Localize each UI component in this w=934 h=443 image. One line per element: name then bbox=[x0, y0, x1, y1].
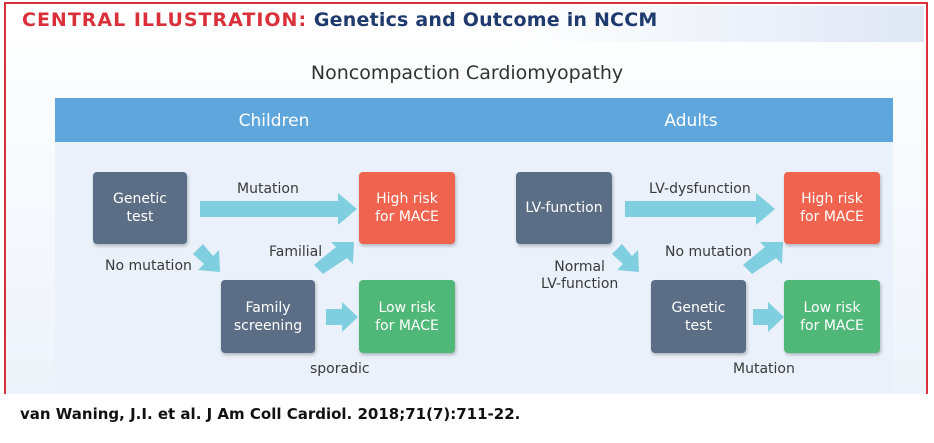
arrow-sporadic bbox=[326, 302, 358, 332]
node-low-risk-children-label: Low risk for MACE bbox=[375, 299, 439, 334]
label-no-mutation-adults: No mutation bbox=[665, 244, 752, 260]
arrow-no-mutation-children bbox=[193, 244, 220, 272]
label-lv-dysfunction: LV-dysfunction bbox=[649, 181, 751, 197]
node-high-risk-adults-label: High risk for MACE bbox=[800, 191, 864, 225]
node-high-risk-children bbox=[359, 172, 455, 244]
label-mutation-adults: Mutation bbox=[733, 361, 795, 377]
node-genetic-test-children-label: Genetic test bbox=[112, 191, 168, 225]
main-title: Noncompaction Cardiomyopathy bbox=[310, 62, 624, 84]
label-no-mutation-children: No mutation bbox=[105, 258, 192, 274]
label-normal-lv-function: Normal LV-function bbox=[541, 259, 619, 292]
header-text: Genetics and Outcome in NCCM bbox=[313, 9, 658, 31]
section-title-adults: Adults bbox=[664, 111, 718, 131]
label-familial: Familial bbox=[269, 244, 323, 260]
node-genetic-test-adults bbox=[651, 280, 746, 353]
label-mutation-children: Mutation bbox=[237, 181, 299, 197]
node-lv-function-label: LV-function bbox=[525, 200, 603, 216]
arrow-mutation-adults bbox=[753, 302, 784, 332]
node-family-screening bbox=[221, 280, 315, 353]
node-genetic-test-adults-label: Genetic test bbox=[671, 299, 726, 334]
node-low-risk-children bbox=[359, 280, 455, 353]
node-low-risk-adults-label: Low risk for MACE bbox=[800, 299, 864, 334]
section-title-children: Children bbox=[238, 111, 310, 131]
label-sporadic: sporadic bbox=[310, 361, 370, 377]
node-family-screening-label: Family screening bbox=[233, 299, 303, 334]
node-high-risk-adults bbox=[784, 172, 880, 244]
node-low-risk-adults bbox=[784, 280, 880, 353]
node-genetic-test-children bbox=[93, 172, 187, 244]
node-high-risk-children-label: High risk for MACE bbox=[375, 191, 439, 225]
node-lv-function bbox=[516, 172, 612, 244]
citation: van Waning, J.I. et al. J Am Coll Cardiol. 2018;71(7):711-22. bbox=[20, 405, 521, 423]
header-prefix: CENTRAL ILLUSTRATION: bbox=[22, 9, 308, 31]
